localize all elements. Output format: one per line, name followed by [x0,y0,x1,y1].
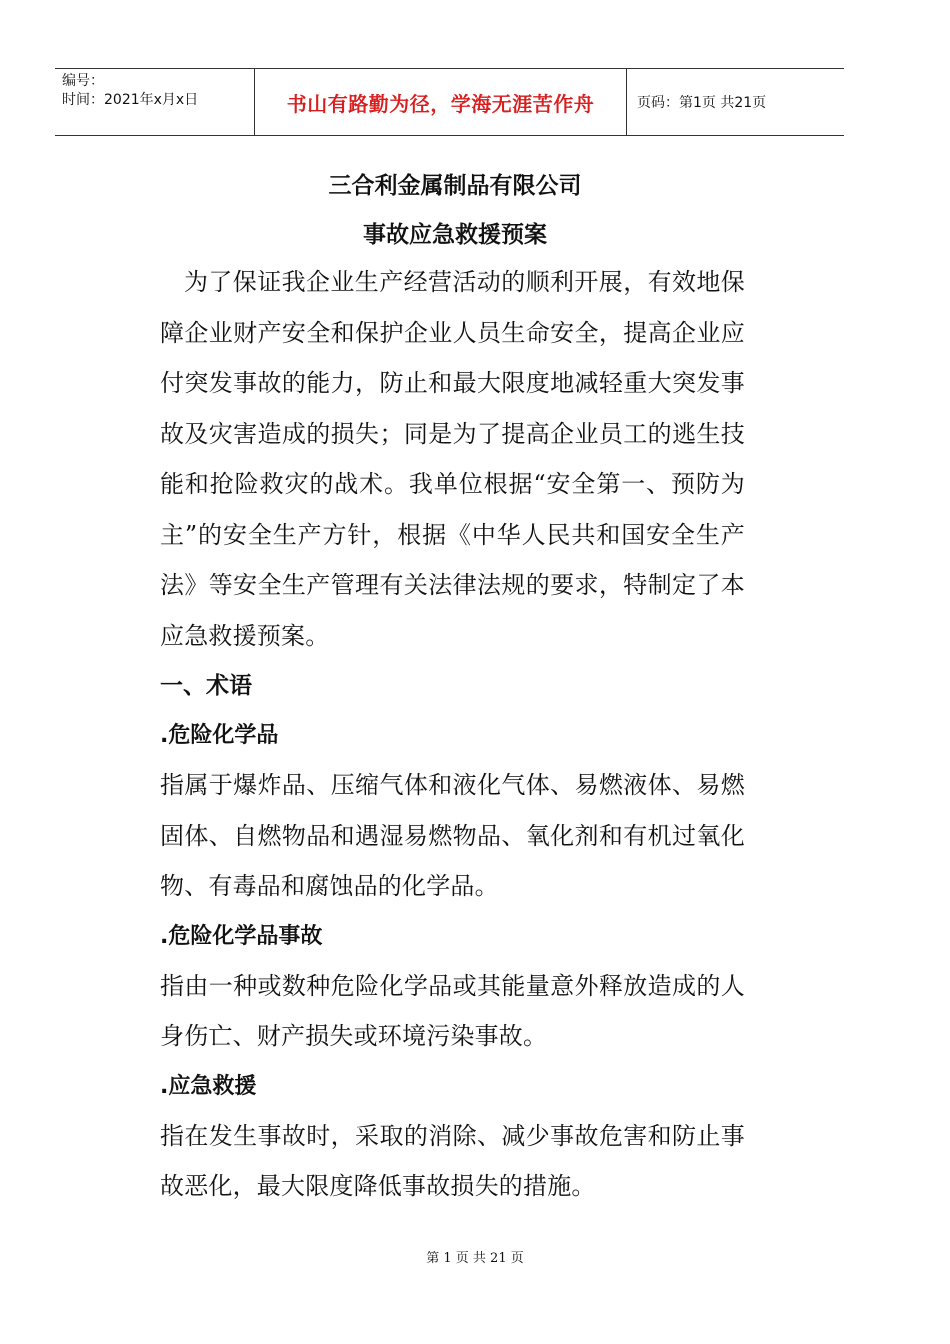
company-name: 三合利金属制品有限公司 [328,173,582,199]
section-heading-terms: 一、术语 [160,673,252,699]
page-header [55,68,844,136]
intro-paragraph: 为了保证我企业生产经营活动的顺利开展，有效地保障企业财产安全和保护企业人员生命安全，提高企业应付突发事故的能力，防止和最大限度地减轻重大突发事故及灾害造成的损失；同是为了提高企业员工的逃生技能和抢险救灾的战术。我单位根据“安全第一、预防为主”的安全生产方针，根据《中华人民共和国安全生产法》等安全生产管理有关法律法规的要求，特制定了本应急救援预案。 [160,268,745,650]
term-heading: .危险化学品 [160,723,279,748]
term-definition: 指由一种或数种危险化学品或其能量意外释放造成的人身伤亡、财产损失或环境污染事故。 [160,971,745,1050]
term-heading: .应急救援 [160,1073,257,1099]
page-footer: 第 1 页 共 21 页 [426,1251,524,1266]
term-heading: .危险化学品事故 [160,923,323,949]
document-title: 事故应急救援预案 [363,222,547,248]
document-date: 时间：2021年x月x日 [62,92,199,108]
document-number-label: 编号： [62,73,104,89]
header-motto: 书山有路勤为径，学海无涯苦作舟 [254,69,627,135]
term-definition: 指在发生事故时，采取的消除、减少事故危害和防止事故恶化，最大限度降低事故损失的措施。 [160,1121,745,1200]
header-meta [55,69,254,135]
document-body [160,160,745,1212]
term-definition: 指属于爆炸品、压缩气体和液化气体、易燃液体、易燃固体、自燃物品和遇湿易燃物品、氧化剂和有机过氧化物、有毒品和腐蚀品的化学品。 [160,771,745,900]
header-page-info: 页码：第1页 共21页 [637,95,767,111]
